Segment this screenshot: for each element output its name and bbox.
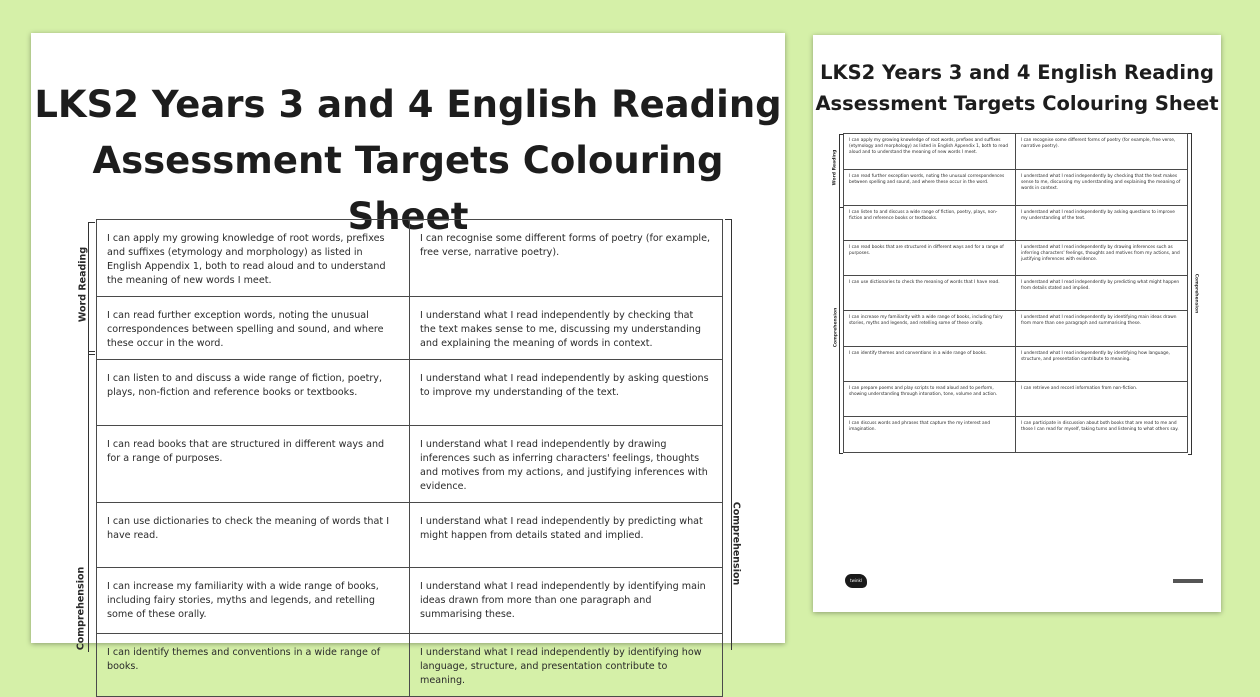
target-cell[interactable]: I can increase my familiarity with a wide range of books, including fairy stories, myths and legends, and retelling some of these orally. [844,311,1016,347]
title-line-1: LKS2 Years 3 and 4 English Reading [34,83,782,126]
target-cell[interactable]: I can apply my growing knowledge of root words, prefixes and suffixes (etymology and morphology) as listed in English Appendix 1, both to read aloud and to understand the meaning of new words I meet. [844,134,1016,170]
worksheet-page-small [813,35,1221,612]
target-cell[interactable]: I can retrieve and record information from non-fiction. [1016,382,1188,417]
target-cell[interactable]: I understand what I read independently by identifying main ideas drawn from more than one paragraph and summarising these. [1016,311,1188,347]
target-cell[interactable]: I understand what I read independently by drawing inferences such as inferring characters' feelings, thoughts and motives from my actions, and justifying inferences with evidence. [1016,241,1188,276]
comprehension-bracket-left [88,351,95,652]
preview-title-line-2: Assessment Targets Colouring Sheet [815,92,1219,115]
preview-word-reading-label: Word Reading [832,149,838,186]
table-row [97,426,723,503]
table-row [844,311,1188,347]
target-cell[interactable]: I understand what I read independently by identifying how language, structure, and presentation contribute to meaning. [410,634,723,697]
table-row [97,297,723,360]
target-cell[interactable]: I can recognise some different forms of poetry (for example, free verse, narrative poetry). [1016,134,1188,170]
table-row [844,206,1188,241]
target-cell[interactable]: I understand what I read independently by asking questions to improve my understanding of the text. [1016,206,1188,241]
target-cell[interactable]: I can recognise some different forms of poetry (for example, free verse, narrative poetry). [410,220,723,297]
table-row [844,134,1188,170]
target-cell[interactable]: I can increase my familiarity with a wide range of books, including fairy stories, myths and legends, and retelling some of these orally. [97,568,410,634]
target-cell[interactable]: I can prepare poems and play scripts to read aloud and to perform, showing understanding through intonation, tone, volume and action. [844,382,1016,417]
preview-comprehension-label-right: Comprehension [1193,273,1199,314]
targets-table [96,219,723,697]
comprehension-label-right: Comprehension [730,501,742,586]
target-cell[interactable]: I can read books that are structured in different ways and for a range of purposes. [97,426,410,503]
table-row [844,417,1188,453]
table-row [844,170,1188,206]
table-row [844,276,1188,311]
target-cell[interactable]: I can read books that are structured in different ways and for a range of purposes. [844,241,1016,276]
target-cell[interactable]: I understand what I read independently by drawing inferences such as inferring characters' feelings, thoughts and motives from my actions, and justifying inferences with evidence. [410,426,723,503]
target-cell[interactable]: I understand what I read independently by identifying how language, structure, and presentation contribute to meaning. [1016,347,1188,382]
target-cell[interactable]: I can read further exception words, noting the unusual correspondences between spelling and sound, and where these occur in the word. [844,170,1016,206]
target-cell[interactable]: I can apply my growing knowledge of root words, prefixes and suffixes (etymology and morphology) as listed in English Appendix 1, both to read aloud and to understand the meaning of new words I meet. [97,220,410,297]
table-row [844,382,1188,417]
preview-targets-table [843,133,1188,453]
table-row [844,347,1188,382]
target-cell[interactable]: I can identify themes and conventions in a wide range of books. [844,347,1016,382]
table-row [97,634,723,697]
comprehension-label-left: Comprehension [75,566,87,651]
target-cell[interactable]: I can use dictionaries to check the meaning of words that I have read. [97,503,410,568]
word-reading-bracket [88,222,95,355]
preview-comprehension-bracket-right [1188,133,1192,455]
table-row [97,360,723,426]
target-cell[interactable]: I understand what I read independently by asking questions to improve my understanding of the text. [410,360,723,426]
target-cell[interactable]: I can participate in discussion about both books that are read to me and those I can read for myself, taking turns and listening to what others say. [1016,417,1188,453]
target-cell[interactable]: I can read further exception words, noting the unusual correspondences between spelling and sound, and where these occur in the word. [97,297,410,360]
target-cell[interactable]: I can listen to and discuss a wide range of fiction, poetry, plays, non-fiction and reference books or textbooks. [844,206,1016,241]
table-row [97,220,723,297]
preview-comprehension-label-left: Comprehension [833,307,839,348]
table-row [97,568,723,634]
target-cell[interactable]: I can use dictionaries to check the meaning of words that I have read. [844,276,1016,311]
preview-title [813,57,1221,119]
worksheet-page-large [31,33,785,686]
target-cell[interactable]: I can listen to and discuss a wide range of fiction, poetry, plays, non-fiction and reference books or textbooks. [97,360,410,426]
table-row [97,503,723,568]
footer-url-mark [1173,579,1203,583]
target-cell[interactable]: I can identify themes and conventions in a wide range of books. [97,634,410,697]
target-cell[interactable]: I understand what I read independently by identifying main ideas drawn from more than one paragraph and summarising these. [410,568,723,634]
preview-title-line-1: LKS2 Years 3 and 4 English Reading [820,61,1214,84]
target-cell[interactable]: I understand what I read independently by checking that the text makes sense to me, discussing my understanding and explaining the meaning of words in context. [1016,170,1188,206]
table-row [844,241,1188,276]
target-cell[interactable]: I understand what I read independently by predicting what might happen from details stated and implied. [1016,276,1188,311]
target-cell[interactable]: I can discuss words and phrases that capture the my interest and imagination. [844,417,1016,453]
title-line-2: Assessment Targets Colouring Sheet [92,139,724,238]
word-reading-label: Word Reading [77,246,89,323]
target-cell[interactable]: I understand what I read independently by predicting what might happen from details stated and implied. [410,503,723,568]
target-cell[interactable]: I understand what I read independently by checking that the text makes sense to me, discussing my understanding and explaining the meaning of words in context. [410,297,723,360]
twinkl-logo-icon: twinkl [845,574,867,588]
